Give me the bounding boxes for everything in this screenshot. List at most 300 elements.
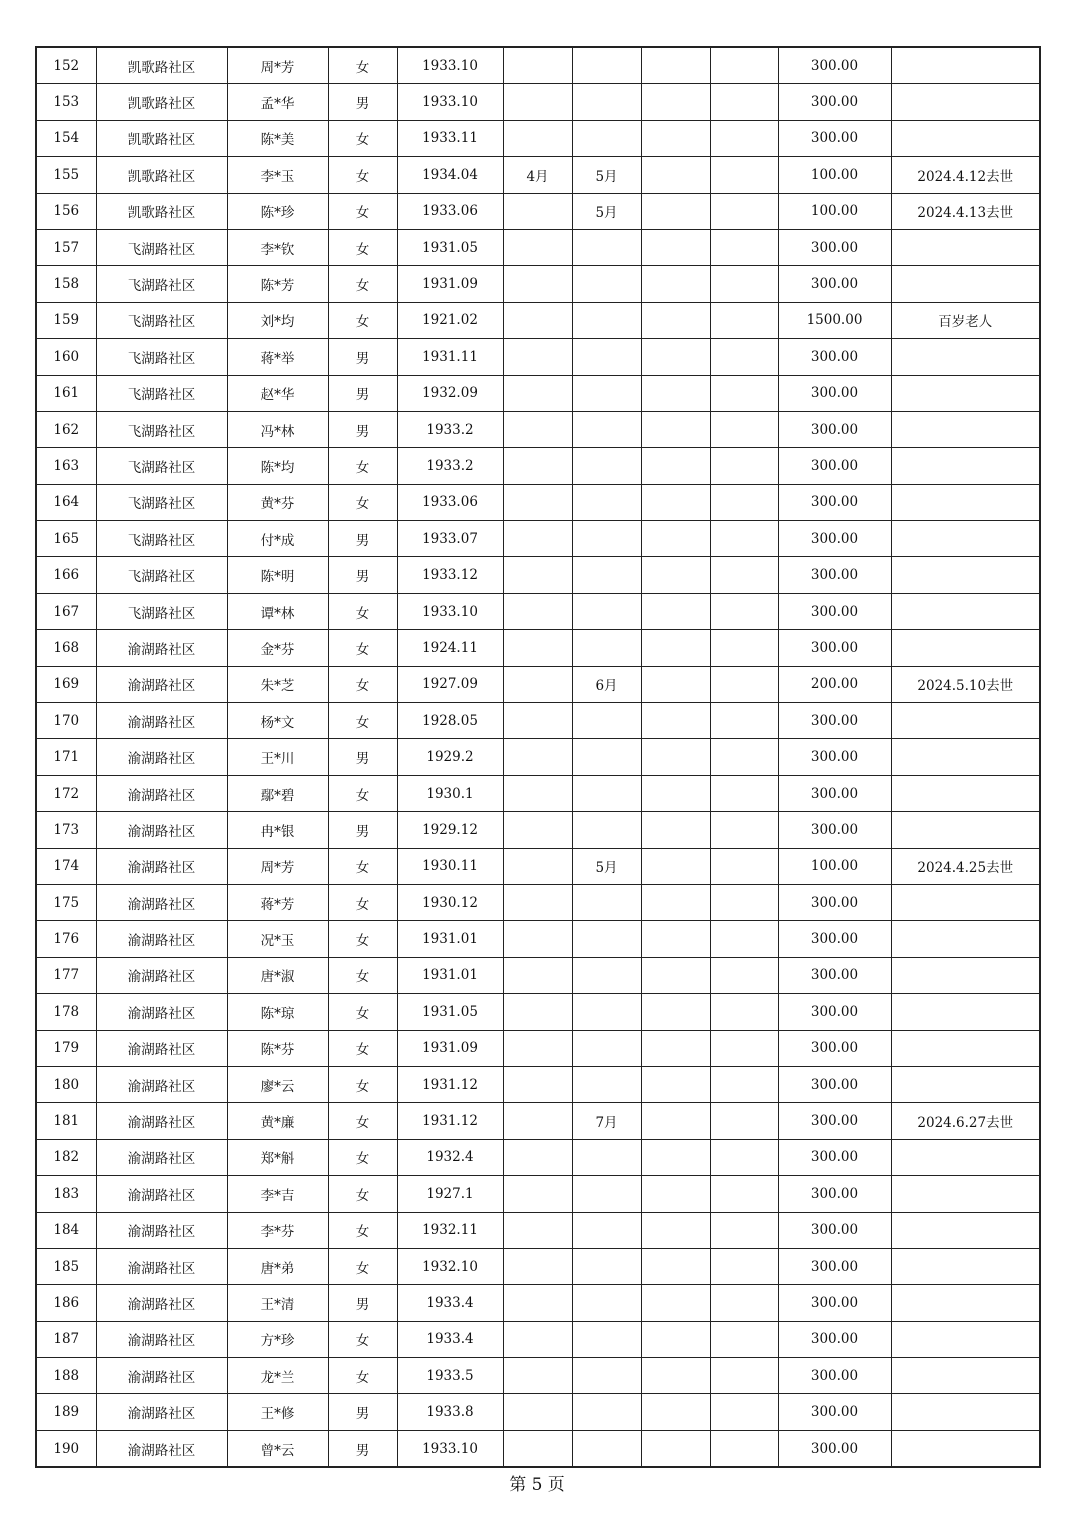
month-cell-2: 5月 <box>572 848 641 884</box>
month-cell-4 <box>710 1066 778 1102</box>
month-cell-4 <box>710 1103 778 1139</box>
month-cell-4 <box>710 521 778 557</box>
remark-cell <box>891 775 1040 811</box>
month-cell-3 <box>641 1176 710 1212</box>
community-cell: 渝湖路社区 <box>96 666 227 702</box>
gender-cell: 女 <box>328 1066 397 1102</box>
gender-cell: 男 <box>328 521 397 557</box>
row-number-cell: 190 <box>36 1430 96 1467</box>
month-cell-1: 4月 <box>503 157 572 193</box>
month-cell-2 <box>572 1066 641 1102</box>
table-row <box>36 921 1040 957</box>
month-cell-1 <box>503 1176 572 1212</box>
birth-date-cell: 1931.09 <box>397 266 503 302</box>
table-row <box>36 1139 1040 1175</box>
month-cell-4 <box>710 1358 778 1394</box>
table-row <box>36 193 1040 229</box>
month-cell-4 <box>710 994 778 1030</box>
row-number-cell: 182 <box>36 1139 96 1175</box>
month-cell-4 <box>710 1394 778 1430</box>
birth-date-cell: 1934.04 <box>397 157 503 193</box>
name-cell: 李*吉 <box>227 1176 328 1212</box>
amount-cell: 200.00 <box>778 666 891 702</box>
community-cell: 凯歌路社区 <box>96 84 227 120</box>
month-cell-1 <box>503 229 572 265</box>
gender-cell: 女 <box>328 921 397 957</box>
month-cell-4 <box>710 1176 778 1212</box>
community-cell: 渝湖路社区 <box>96 1030 227 1066</box>
birth-date-cell: 1928.05 <box>397 703 503 739</box>
amount-cell: 300.00 <box>778 448 891 484</box>
month-cell-1 <box>503 775 572 811</box>
name-cell: 李*钦 <box>227 229 328 265</box>
community-cell: 飞湖路社区 <box>96 302 227 338</box>
month-cell-4 <box>710 1321 778 1357</box>
month-cell-3 <box>641 1321 710 1357</box>
community-cell: 渝湖路社区 <box>96 1248 227 1284</box>
row-number-cell: 189 <box>36 1394 96 1430</box>
table-row <box>36 739 1040 775</box>
birth-date-cell: 1933.10 <box>397 1430 503 1467</box>
month-cell-3 <box>641 775 710 811</box>
month-cell-1 <box>503 266 572 302</box>
month-cell-4 <box>710 957 778 993</box>
name-cell: 曾*云 <box>227 1430 328 1467</box>
month-cell-4 <box>710 1030 778 1066</box>
birth-date-cell: 1933.06 <box>397 484 503 520</box>
remark-cell <box>891 1066 1040 1102</box>
gender-cell: 女 <box>328 1103 397 1139</box>
month-cell-2 <box>572 84 641 120</box>
community-cell: 飞湖路社区 <box>96 557 227 593</box>
remark-cell <box>891 484 1040 520</box>
community-cell: 飞湖路社区 <box>96 411 227 447</box>
row-number-cell: 177 <box>36 957 96 993</box>
gender-cell: 女 <box>328 229 397 265</box>
month-cell-3 <box>641 630 710 666</box>
month-cell-2: 7月 <box>572 1103 641 1139</box>
month-cell-3 <box>641 593 710 629</box>
row-number-cell: 154 <box>36 120 96 156</box>
month-cell-2 <box>572 1176 641 1212</box>
gender-cell: 女 <box>328 775 397 811</box>
table-row <box>36 411 1040 447</box>
subsidy-table <box>35 46 1041 1468</box>
name-cell: 陈*均 <box>227 448 328 484</box>
amount-cell: 300.00 <box>778 1139 891 1175</box>
month-cell-3 <box>641 1358 710 1394</box>
month-cell-1 <box>503 1030 572 1066</box>
community-cell: 渝湖路社区 <box>96 703 227 739</box>
remark-cell <box>891 266 1040 302</box>
birth-date-cell: 1930.11 <box>397 848 503 884</box>
amount-cell: 300.00 <box>778 957 891 993</box>
table-row <box>36 957 1040 993</box>
month-cell-1 <box>503 1430 572 1467</box>
birth-date-cell: 1921.02 <box>397 302 503 338</box>
gender-cell: 男 <box>328 739 397 775</box>
gender-cell: 女 <box>328 1321 397 1357</box>
amount-cell: 300.00 <box>778 521 891 557</box>
month-cell-1 <box>503 1285 572 1321</box>
month-cell-1 <box>503 339 572 375</box>
name-cell: 王*川 <box>227 739 328 775</box>
amount-cell: 300.00 <box>778 1103 891 1139</box>
birth-date-cell: 1931.05 <box>397 994 503 1030</box>
table-row <box>36 1430 1040 1467</box>
community-cell: 渝湖路社区 <box>96 1176 227 1212</box>
row-number-cell: 155 <box>36 157 96 193</box>
birth-date-cell: 1933.10 <box>397 84 503 120</box>
month-cell-3 <box>641 266 710 302</box>
name-cell: 唐*淑 <box>227 957 328 993</box>
birth-date-cell: 1933.4 <box>397 1321 503 1357</box>
table-row <box>36 157 1040 193</box>
row-number-cell: 152 <box>36 47 96 84</box>
name-cell: 陈*明 <box>227 557 328 593</box>
community-cell: 渝湖路社区 <box>96 848 227 884</box>
birth-date-cell: 1933.4 <box>397 1285 503 1321</box>
remark-cell <box>891 630 1040 666</box>
table-row <box>36 1030 1040 1066</box>
month-cell-3 <box>641 448 710 484</box>
amount-cell: 300.00 <box>778 1176 891 1212</box>
amount-cell: 300.00 <box>778 812 891 848</box>
community-cell: 飞湖路社区 <box>96 448 227 484</box>
table-row <box>36 1066 1040 1102</box>
community-cell: 渝湖路社区 <box>96 1212 227 1248</box>
remark-cell <box>891 994 1040 1030</box>
month-cell-1 <box>503 1212 572 1248</box>
amount-cell: 300.00 <box>778 375 891 411</box>
row-number-cell: 179 <box>36 1030 96 1066</box>
name-cell: 陈*珍 <box>227 193 328 229</box>
remark-cell <box>891 521 1040 557</box>
gender-cell: 女 <box>328 302 397 338</box>
birth-date-cell: 1931.09 <box>397 1030 503 1066</box>
name-cell: 冉*银 <box>227 812 328 848</box>
row-number-cell: 187 <box>36 1321 96 1357</box>
remark-cell <box>891 411 1040 447</box>
birth-date-cell: 1933.11 <box>397 120 503 156</box>
amount-cell: 300.00 <box>778 1285 891 1321</box>
month-cell-4 <box>710 703 778 739</box>
amount-cell: 300.00 <box>778 1066 891 1102</box>
table-row <box>36 1285 1040 1321</box>
birth-date-cell: 1924.11 <box>397 630 503 666</box>
table-row <box>36 47 1040 84</box>
amount-cell: 100.00 <box>778 848 891 884</box>
remark-cell <box>891 1430 1040 1467</box>
community-cell: 渝湖路社区 <box>96 1321 227 1357</box>
name-cell: 谭*林 <box>227 593 328 629</box>
table-row <box>36 593 1040 629</box>
row-number-cell: 185 <box>36 1248 96 1284</box>
month-cell-2: 5月 <box>572 157 641 193</box>
remark-cell <box>891 1358 1040 1394</box>
gender-cell: 男 <box>328 411 397 447</box>
birth-date-cell: 1933.10 <box>397 593 503 629</box>
table-row <box>36 448 1040 484</box>
month-cell-4 <box>710 47 778 84</box>
community-cell: 渝湖路社区 <box>96 630 227 666</box>
birth-date-cell: 1933.5 <box>397 1358 503 1394</box>
month-cell-1 <box>503 739 572 775</box>
table-row <box>36 666 1040 702</box>
month-cell-3 <box>641 1430 710 1467</box>
row-number-cell: 169 <box>36 666 96 702</box>
month-cell-1 <box>503 1139 572 1175</box>
community-cell: 飞湖路社区 <box>96 339 227 375</box>
amount-cell: 300.00 <box>778 1212 891 1248</box>
row-number-cell: 168 <box>36 630 96 666</box>
month-cell-3 <box>641 484 710 520</box>
month-cell-1 <box>503 1248 572 1284</box>
gender-cell: 女 <box>328 120 397 156</box>
gender-cell: 女 <box>328 848 397 884</box>
month-cell-3 <box>641 47 710 84</box>
gender-cell: 男 <box>328 339 397 375</box>
amount-cell: 300.00 <box>778 266 891 302</box>
month-cell-1 <box>503 921 572 957</box>
community-cell: 飞湖路社区 <box>96 593 227 629</box>
month-cell-4 <box>710 630 778 666</box>
month-cell-3 <box>641 994 710 1030</box>
page-number: 第 5 页 <box>509 1475 565 1495</box>
name-cell: 方*珍 <box>227 1321 328 1357</box>
remark-cell: 2024.6.27去世 <box>891 1103 1040 1139</box>
month-cell-1 <box>503 957 572 993</box>
month-cell-2 <box>572 521 641 557</box>
gender-cell: 男 <box>328 84 397 120</box>
remark-cell: 2024.5.10去世 <box>891 666 1040 702</box>
name-cell: 周*芳 <box>227 848 328 884</box>
month-cell-4 <box>710 1212 778 1248</box>
month-cell-3 <box>641 557 710 593</box>
month-cell-1 <box>503 521 572 557</box>
remark-cell: 2024.4.13去世 <box>891 193 1040 229</box>
remark-cell <box>891 884 1040 920</box>
amount-cell: 300.00 <box>778 593 891 629</box>
name-cell: 况*玉 <box>227 921 328 957</box>
gender-cell: 女 <box>328 484 397 520</box>
amount-cell: 300.00 <box>778 557 891 593</box>
remark-cell <box>891 84 1040 120</box>
month-cell-4 <box>710 921 778 957</box>
month-cell-1 <box>503 666 572 702</box>
month-cell-2 <box>572 1285 641 1321</box>
table-row <box>36 848 1040 884</box>
birth-date-cell: 1927.09 <box>397 666 503 702</box>
month-cell-4 <box>710 739 778 775</box>
month-cell-4 <box>710 157 778 193</box>
birth-date-cell: 1933.2 <box>397 448 503 484</box>
month-cell-2 <box>572 1321 641 1357</box>
table-row <box>36 630 1040 666</box>
row-number-cell: 170 <box>36 703 96 739</box>
community-cell: 渝湖路社区 <box>96 739 227 775</box>
community-cell: 飞湖路社区 <box>96 375 227 411</box>
month-cell-2 <box>572 703 641 739</box>
gender-cell: 女 <box>328 884 397 920</box>
amount-cell: 300.00 <box>778 630 891 666</box>
month-cell-4 <box>710 1248 778 1284</box>
row-number-cell: 186 <box>36 1285 96 1321</box>
month-cell-4 <box>710 375 778 411</box>
month-cell-4 <box>710 120 778 156</box>
name-cell: 陈*美 <box>227 120 328 156</box>
month-cell-3 <box>641 193 710 229</box>
month-cell-1 <box>503 848 572 884</box>
month-cell-1 <box>503 193 572 229</box>
amount-cell: 100.00 <box>778 157 891 193</box>
month-cell-2 <box>572 557 641 593</box>
gender-cell: 女 <box>328 1030 397 1066</box>
month-cell-1 <box>503 593 572 629</box>
month-cell-1 <box>503 484 572 520</box>
month-cell-1 <box>503 703 572 739</box>
amount-cell: 300.00 <box>778 1321 891 1357</box>
community-cell: 凯歌路社区 <box>96 47 227 84</box>
name-cell: 陈*芬 <box>227 1030 328 1066</box>
amount-cell: 300.00 <box>778 1394 891 1430</box>
month-cell-2 <box>572 812 641 848</box>
month-cell-4 <box>710 411 778 447</box>
remark-cell <box>891 703 1040 739</box>
community-cell: 渝湖路社区 <box>96 1358 227 1394</box>
name-cell: 鄢*碧 <box>227 775 328 811</box>
gender-cell: 女 <box>328 957 397 993</box>
month-cell-3 <box>641 157 710 193</box>
month-cell-2 <box>572 1030 641 1066</box>
remark-cell <box>891 1248 1040 1284</box>
birth-date-cell: 1932.09 <box>397 375 503 411</box>
month-cell-2: 6月 <box>572 666 641 702</box>
remark-cell <box>891 47 1040 84</box>
table-row <box>36 521 1040 557</box>
month-cell-2 <box>572 593 641 629</box>
gender-cell: 男 <box>328 1394 397 1430</box>
month-cell-4 <box>710 302 778 338</box>
gender-cell: 女 <box>328 1212 397 1248</box>
community-cell: 渝湖路社区 <box>96 1430 227 1467</box>
row-number-cell: 172 <box>36 775 96 811</box>
remark-cell <box>891 1176 1040 1212</box>
table-row <box>36 884 1040 920</box>
month-cell-2 <box>572 884 641 920</box>
month-cell-2 <box>572 484 641 520</box>
remark-cell <box>891 957 1040 993</box>
month-cell-1 <box>503 448 572 484</box>
month-cell-3 <box>641 339 710 375</box>
gender-cell: 女 <box>328 266 397 302</box>
name-cell: 王*修 <box>227 1394 328 1430</box>
name-cell: 廖*云 <box>227 1066 328 1102</box>
amount-cell: 300.00 <box>778 84 891 120</box>
table-row <box>36 302 1040 338</box>
month-cell-2 <box>572 375 641 411</box>
amount-cell: 300.00 <box>778 339 891 375</box>
month-cell-1 <box>503 630 572 666</box>
name-cell: 蒋*芳 <box>227 884 328 920</box>
table-row <box>36 84 1040 120</box>
community-cell: 飞湖路社区 <box>96 266 227 302</box>
table-row <box>36 339 1040 375</box>
month-cell-3 <box>641 921 710 957</box>
month-cell-3 <box>641 1030 710 1066</box>
month-cell-3 <box>641 521 710 557</box>
month-cell-1 <box>503 120 572 156</box>
community-cell: 渝湖路社区 <box>96 1394 227 1430</box>
name-cell: 唐*弟 <box>227 1248 328 1284</box>
month-cell-4 <box>710 266 778 302</box>
month-cell-2 <box>572 994 641 1030</box>
row-number-cell: 176 <box>36 921 96 957</box>
gender-cell: 女 <box>328 593 397 629</box>
remark-cell: 百岁老人 <box>891 302 1040 338</box>
month-cell-3 <box>641 666 710 702</box>
birth-date-cell: 1933.07 <box>397 521 503 557</box>
row-number-cell: 163 <box>36 448 96 484</box>
name-cell: 朱*芝 <box>227 666 328 702</box>
table-row <box>36 1103 1040 1139</box>
community-cell: 渝湖路社区 <box>96 1103 227 1139</box>
month-cell-2 <box>572 1394 641 1430</box>
month-cell-2 <box>572 339 641 375</box>
birth-date-cell: 1927.1 <box>397 1176 503 1212</box>
name-cell: 付*成 <box>227 521 328 557</box>
remark-cell <box>891 448 1040 484</box>
row-number-cell: 166 <box>36 557 96 593</box>
month-cell-1 <box>503 375 572 411</box>
month-cell-3 <box>641 1066 710 1102</box>
remark-cell <box>891 1212 1040 1248</box>
month-cell-3 <box>641 957 710 993</box>
community-cell: 渝湖路社区 <box>96 884 227 920</box>
name-cell: 金*芬 <box>227 630 328 666</box>
name-cell: 蒋*举 <box>227 339 328 375</box>
month-cell-2 <box>572 448 641 484</box>
remark-cell <box>891 739 1040 775</box>
month-cell-3 <box>641 1212 710 1248</box>
month-cell-4 <box>710 666 778 702</box>
month-cell-4 <box>710 448 778 484</box>
row-number-cell: 175 <box>36 884 96 920</box>
birth-date-cell: 1930.12 <box>397 884 503 920</box>
month-cell-2 <box>572 1358 641 1394</box>
month-cell-3 <box>641 84 710 120</box>
birth-date-cell: 1932.11 <box>397 1212 503 1248</box>
birth-date-cell: 1933.2 <box>397 411 503 447</box>
month-cell-2 <box>572 47 641 84</box>
row-number-cell: 160 <box>36 339 96 375</box>
row-number-cell: 173 <box>36 812 96 848</box>
month-cell-4 <box>710 1430 778 1467</box>
month-cell-1 <box>503 47 572 84</box>
row-number-cell: 183 <box>36 1176 96 1212</box>
gender-cell: 男 <box>328 1430 397 1467</box>
birth-date-cell: 1931.11 <box>397 339 503 375</box>
row-number-cell: 164 <box>36 484 96 520</box>
amount-cell: 100.00 <box>778 193 891 229</box>
birth-date-cell: 1933.8 <box>397 1394 503 1430</box>
amount-cell: 300.00 <box>778 47 891 84</box>
month-cell-2 <box>572 957 641 993</box>
month-cell-4 <box>710 775 778 811</box>
month-cell-1 <box>503 84 572 120</box>
month-cell-2 <box>572 266 641 302</box>
gender-cell: 女 <box>328 1358 397 1394</box>
